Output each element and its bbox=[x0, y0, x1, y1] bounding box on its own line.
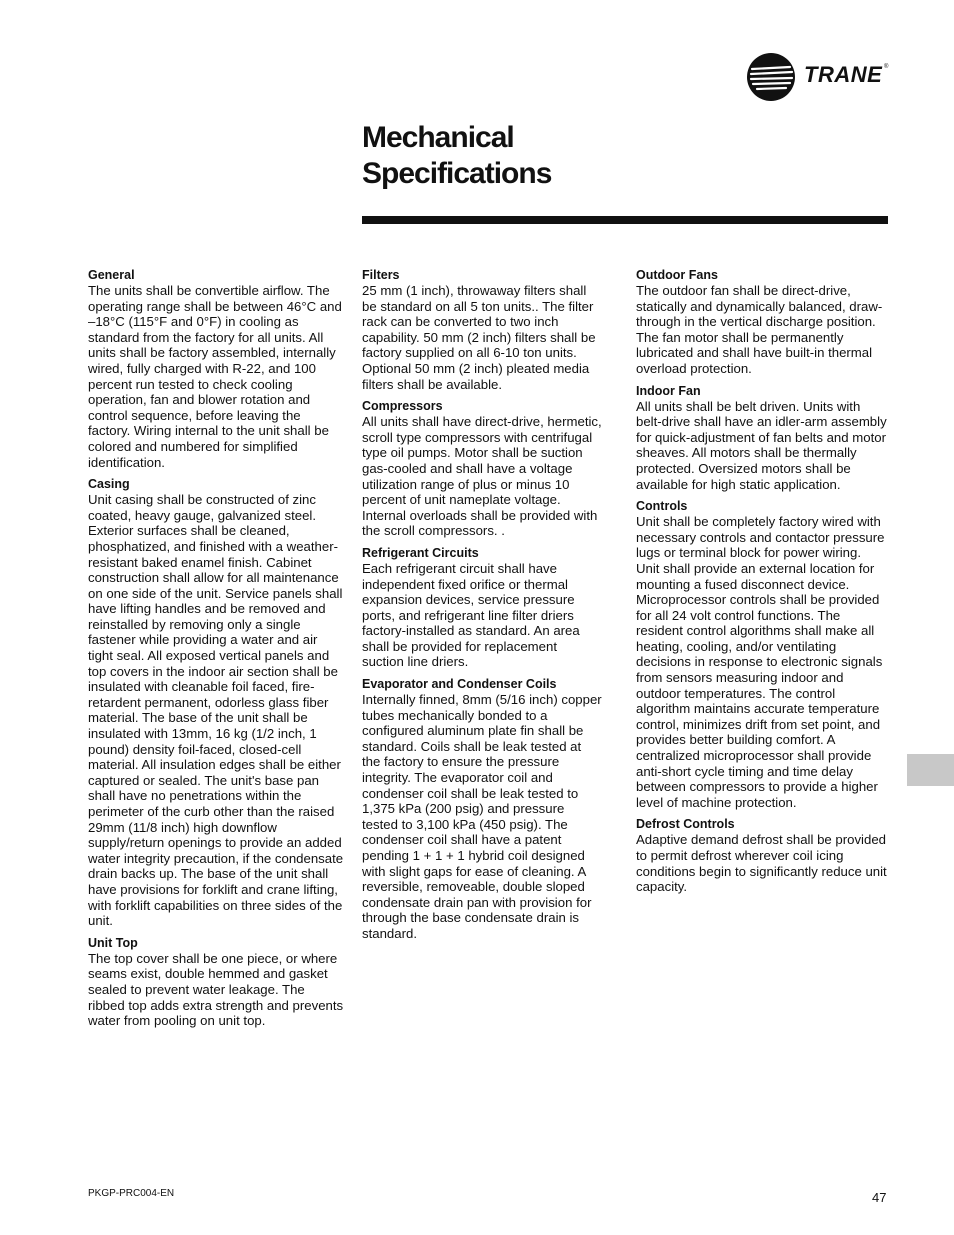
section-unit-top bbox=[88, 935, 344, 1029]
section-heading: Compressors bbox=[362, 399, 443, 414]
title-line-1: Mechanical bbox=[362, 121, 514, 154]
section-heading: Filters bbox=[362, 268, 400, 282]
section-heading: Outdoor Fans bbox=[636, 268, 718, 282]
page-title bbox=[362, 120, 551, 192]
section-outdoor-fans bbox=[636, 267, 888, 377]
section-body: Each refrigerant circuit shall have independent fixed orifice or thermal expansion devices, service pressure ports, and refrigerant line filter driers factory-installed as standard. An area shall be provided for replacement suction line driers. bbox=[362, 560, 580, 670]
column-3 bbox=[636, 267, 888, 901]
column-2 bbox=[362, 267, 602, 948]
section-body: The outdoor fan shall be direct-drive, statically and dynamically balanced, draw-through in the vertical discharge position. The fan motor shall be permanently lubricated and shall have built-in thermal overload protection. bbox=[636, 283, 883, 376]
trane-logo bbox=[746, 52, 896, 102]
section-body: All units shall be belt driven. Units with belt-drive shall have an idler-arm assembly for quick-adjustment of fan belts and motor sheaves. All motors shall be thermally protected. Oversized motors shall be available for high static application. bbox=[636, 398, 887, 492]
section-tab-marker bbox=[907, 754, 954, 786]
brand-wordmark: TRANE bbox=[804, 62, 883, 87]
section-body: 25 mm (1 inch), throwaway filters shall be standard on all 5 ton units.. The filter rack can be converted to two inch capability. 50 mm (2 inch) filters shall be factory supplied on all 6-10 ton units. Optional 50 mm (2 inch) pleated media filters shall be available. bbox=[362, 283, 596, 392]
section-defrost-controls bbox=[636, 816, 888, 894]
section-evaporator-condenser-coils bbox=[362, 676, 602, 942]
section-heading: Refrigerant Circuits bbox=[362, 545, 479, 560]
section-heading: Defrost Controls bbox=[636, 817, 735, 832]
section-heading: General bbox=[88, 268, 135, 282]
section-general bbox=[88, 267, 344, 470]
section-body: All units shall have direct-drive, hermetic, scroll type compressors with centrifugal type oil pumps. Motor shall be suction gas-cooled and shall have a voltage utilization range of plus or minus 10 percent of unit nameplate voltage. Internal overloads shall be provided with the scroll compressors. . bbox=[362, 414, 602, 539]
section-compressors bbox=[362, 398, 602, 539]
column-1 bbox=[88, 267, 344, 1035]
section-body: The units shall be convertible airflow. The operating range shall be between 46°C and –18°C (115°F and 0°F) in cooling as standard from the factory for all units. All units shall be factory assembled, internally wired, fully charged with R-22, and 100 percent run tested to check cooling operation, fan and blower rotation and control sequence, before leaving the factory. Wiring internal to the unit shall be colored and numbered for simplified identification. bbox=[88, 283, 342, 470]
section-controls bbox=[636, 498, 888, 810]
section-body: Unit casing shall be constructed of zinc coated, heavy gauge, galvanized steel. Exterior surfaces shall be cleaned, phosphatized, and finished with a weather-resistant baked enamel finish. Cabinet construction shall allow for all maintenance on one side of the unit. Service panels shall have lifting handles and be removed and reinstalled by removing only a single fastener while providing a water and air tight seal. All exposed vertical panels and top covers in the indoor air section shall be insulated with cleanable foil faced, fire-retardent permanent, odorless glass fiber material. The base of the unit shall be insulated with 13mm, 16 kg (1/2 inch, 1 pound) density foil-faced, closed-cell material. All insulation edges shall be either captured or sealed. The unit's base pan shall have no penetrations within the perimeter of the curb other than the raised 29mm (11/8 inch) high downflow supply/return openings to provide an added water integrity precaution, if the condensate drain backs up. The base of the unit shall have provisions for forklift and crane lifting, with forklift capabilities on three sides of the unit. bbox=[88, 492, 344, 929]
section-body: Unit shall be completely factory wired with necessary controls and contactor pressure lugs or terminal block for power wiring. Unit shall provide an external location for mounting a fused disconnect device. Microprocessor controls shall be provided for all 24 volt control functions. The resident control algorithms shall make all heating, cooling, and/or ventilating decisions in response to electronic signals from sensors measuring indoor and outdoor temperatures. The control algorithm maintains accurate temperature control, minimizes drift from set point, and provides better building comfort. A centralized microprocessor shall provide anti-short cycle timing and time delay between compressors to provide a higher level of machine protection. bbox=[636, 514, 885, 810]
section-body: The top cover shall be one piece, or where seams exist, double hemmed and gasket sealed to prevent water leakage. The ribbed top adds extra strength and prevents water from pooling on unit top. bbox=[88, 950, 344, 1029]
section-body: Adaptive demand defrost shall be provided to permit defrost wherever coil icing conditions begin to significantly reduce unit capacity. bbox=[636, 832, 887, 895]
section-heading: Controls bbox=[636, 499, 688, 514]
section-casing bbox=[88, 476, 344, 929]
title-rule bbox=[362, 216, 888, 224]
section-refrigerant-circuits bbox=[362, 545, 602, 670]
document-id: PKGP-PRC004-EN bbox=[88, 1188, 175, 1199]
section-heading: Indoor Fan bbox=[636, 383, 701, 398]
page-number: 47 bbox=[872, 1190, 887, 1205]
title-line-2: Specifications bbox=[362, 157, 552, 190]
section-heading: Unit Top bbox=[88, 935, 138, 950]
registered-mark: ® bbox=[884, 64, 889, 70]
section-filters bbox=[362, 267, 602, 392]
section-body: Internally finned, 8mm (5/16 inch) copper tubes mechanically bonded to a configured aluminum plate fin shall be standard. Coils shall be leak tested at the factory to ensure the pressure integrity. The evaporator coil and condenser coil shall be leak tested to 1,375 kPa (200 psig) and pressure tested to 3,100 kPa (450 psig). The condenser coil shall have a patent pending 1 + 1 + 1 hybrid coil designed with slight gaps for ease of cleaning. A reversible, removeable, double sloped condensate drain pan with provision for through the base condensate drain is standard. bbox=[362, 692, 602, 941]
section-heading: Evaporator and Condenser Coils bbox=[362, 677, 557, 692]
section-indoor-fan bbox=[636, 383, 888, 493]
section-heading: Casing bbox=[88, 477, 130, 492]
